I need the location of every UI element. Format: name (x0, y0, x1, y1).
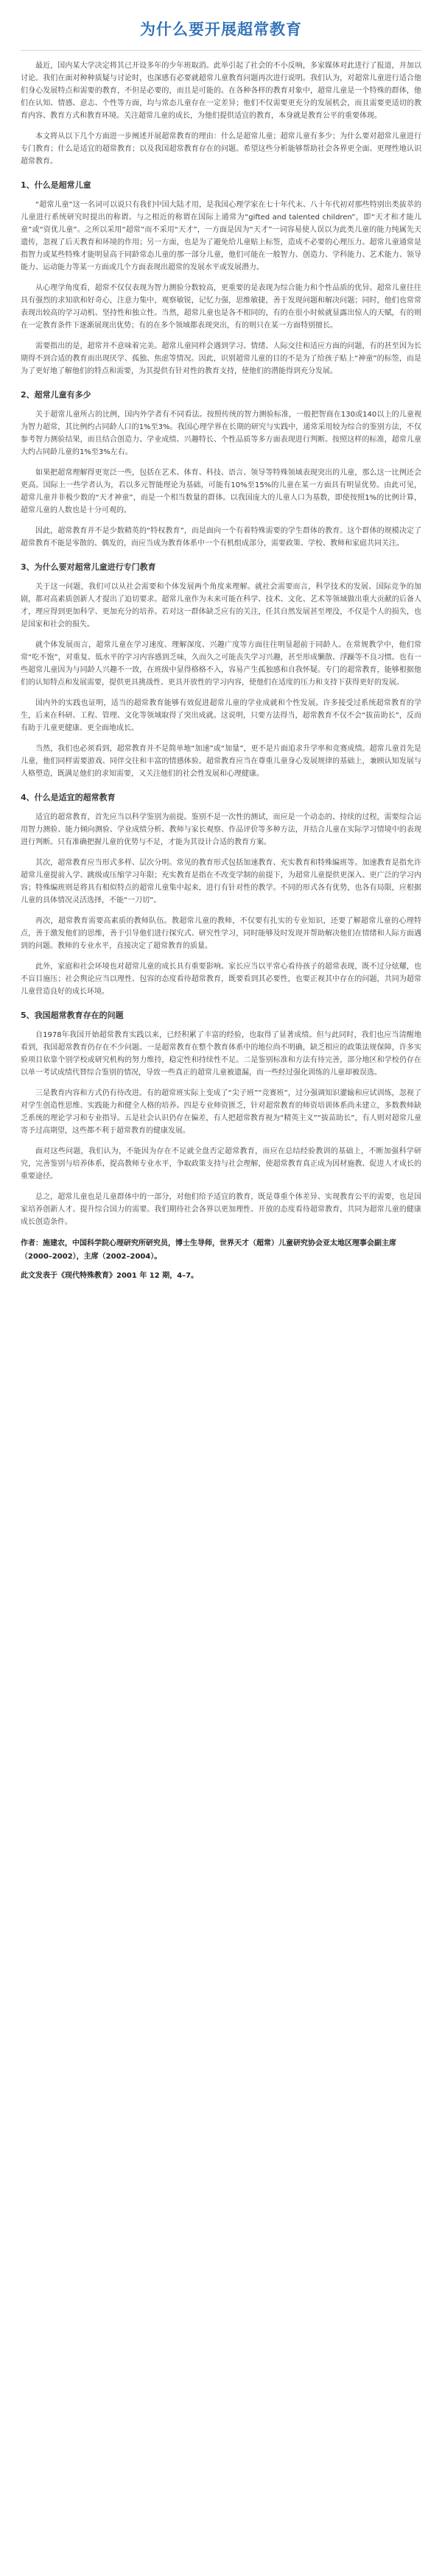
author-note: 作者：施建农，中国科学院心理研究所研究员，博士生导师，世界天才（超常）儿童研究协会亚太地区理事会副主席（2000–2002），主席（2002–2004）。 (21, 1239, 396, 1261)
section-5-paragraph-0: 自1978年我国开始超常教育实践以来，已经积累了丰富的经验，也取得了显著成绩。但与此同时，我们也应当清醒地看到，我国超常教育仍存在不少问题。一是超常教育在整个教育体系中的地位尚不明确，缺乏相应的政策法规保障，许多实验项目依靠个别学校或研究机构的努力维持，稳定性和持续性不足。二是鉴别标准和方法有待完善，部分地区和学校仍存在以单一考试成绩代替综合鉴别的情况，导致一些真正的超常儿童被遗漏，而一些经过强化训练的儿童却被误选。 (21, 1031, 421, 1077)
section-heading-2: 2、超常儿童有多少 (21, 390, 91, 400)
section-heading-1: 1、什么是超常儿童 (21, 180, 91, 190)
article-title: 为什么要开展超常教育 (140, 21, 302, 38)
source-note: 此文发表于《现代特殊教育》2001 年 12 期，4–7。 (21, 1272, 199, 1280)
section-0-paragraph-0: 最近，国内某大学决定将其已开设多年的少年班取消。此举引起了社会的不小反响，多家媒体对此进行了报道，并加以讨论。我们在面对种种质疑与讨论时，也深感有必要就超常儿童教育问题再次进行说明。我们认为，对超常儿童进行适合他们身心发展特点和需要的教育，不但是必要的，而且是可能的。在各种各样的教育对象中，超常儿童是一个特殊的群体，他们在认知、情感、意志、个性等方面，均与常态儿童存在一定差异；他们不仅需要更充分的发展机会，而且需要更适切的教育内容、教育方式和教育环境。关注超常儿童的成长，为他们提供适宜的教育，本身就是教育公平的重要体现。 (21, 62, 421, 120)
section-3-paragraph-0: 关于这一问题，我们可以从社会需要和个体发展两个角度来理解。就社会需要而言，科学技术的发展、国际竞争的加剧，都对高素质创新人才提出了迫切要求。超常儿童作为未来可能在科学、技术、文化、艺术等领域做出重大贡献的后备人才，理应得到更加科学、更加充分的培养。若对这一群体缺乏应有的关注，任其自然发展甚至埋没，不仅是个人的损失，也是国家和社会的损失。 (21, 583, 421, 629)
section-4-paragraph-1: 其次，超常教育应当形式多样、层次分明。常见的教育形式包括加速教育、充实教育和特殊编班等。加速教育是指允许超常儿童提前入学、跳级或压缩学习年限；充实教育是指在不改变学制的前提下，为超常儿童提供更深入、更广泛的学习内容；特殊编班则是将具有相似特点的超常儿童集中起来，进行有针对性的教学。不同的形式各有优势，也各有局限，应根据儿童的具体情况灵活选择，不能“一刀切”。 (21, 859, 421, 905)
section-4-paragraph-0: 适宜的超常教育，首先应当以科学鉴别为前提。鉴别不是一次性的测试，而应是一个动态的、持续的过程，需要综合运用智力测验、能力倾向测验、学业成绩分析、教师与家长观察、作品评价等多种方法，并结合儿童在实际学习情境中的表现进行判断。只有准确把握儿童的优势与不足，才能为其设计合适的教育方案。 (21, 813, 421, 846)
section-5-paragraph-2: 面对这些问题，我们认为，不能因为存在不足就全盘否定超常教育，而应在总结经验教训的基础上，不断加强科学研究，完善鉴别与培养体系，提高教师专业水平，争取政策支持与社会理解，使超常教育真正成为因材施教、促进人才成长的重要途径。 (21, 1147, 421, 1181)
section-heading-5: 5、我国超常教育存在的问题 (21, 1011, 124, 1020)
section-4-paragraph-2: 再次，超常教育需要高素质的教师队伍。教超常儿童的教师，不仅要有扎实的专业知识，还要了解超常儿童的心理特点，善于激发他们的思维，善于引导他们进行探究式、研究性学习，同时能够及时发现并帮助解决他们在情绪和人际方面遇到的问题。教师的专业水平，直接决定了超常教育的质量。 (21, 917, 421, 950)
section-5-paragraph-3: 总之，超常儿童也是儿童群体中的一部分，对他们给予适宜的教育，既是尊重个体差异、实现教育公平的需要，也是国家培养创新人才、提升综合国力的需要。我们期待社会各界以更加理性、开放的态度看待超常教育，共同为超常儿童的健康成长创造条件。 (21, 1193, 421, 1226)
section-2-paragraph-2: 因此，超常教育并不是少数精英的“特权教育”，而是面向一个有着特殊需要的学生群体的教育。这个群体的规模决定了超常教育不能是零散的、偶发的，而应当成为教育体系中一个有机组成部分，需要政策、学校、教师和家庭共同关注。 (21, 527, 421, 548)
section-3-paragraph-3: 当然，我们也必须看到，超常教育并不是简单地“加速”或“加量”，更不是片面追求升学率和竞赛成绩。超常儿童首先是儿童，他们同样需要游戏、同伴交往和丰富的情感体验。超常教育应当在尊重儿童身心发展规律的基础上，兼顾认知发展与人格塑造，既满足他们的求知需要，又关注他们的社会性发展和心理健康。 (21, 745, 421, 778)
section-1-paragraph-1: 从心理学角度看，超常不仅仅表现为智力测验分数较高，更重要的是表现为综合能力和个性品质的优异。超常儿童往往具有强烈的求知欲和好奇心，注意力集中，观察敏锐，记忆力强，思维敏捷，善于发现问题和解决问题；同时，他们也常常表现出较高的学习动机、坚持性和独立性。当然，超常儿童也是各不相同的，有的在很小时候就显露出惊人的天赋，有的则在一定教育条件下逐渐展现出优势；有的在多个领域都表现突出，有的则只在某一方面特别擅长。 (21, 284, 421, 330)
section-3-paragraph-2: 国内外的实践也证明，适当的超常教育能够有效促进超常儿童的学业成就和个性发展。许多接受过系统超常教育的学生，后来在科研、工程、管理、文化等领域取得了突出成就。这说明，只要方法得当，超常教育不仅不会“拔苗助长”，反而有助于儿童更健康、更全面地成长。 (21, 699, 421, 732)
section-heading-4: 4、什么是适宜的超常教育 (21, 793, 116, 802)
section-1-paragraph-0: “超常儿童”这一名词可以说只有我们中国大陆才用，是我国心理学家在七十年代末、八十年代初对那些特别出类拔萃的儿童进行系统研究时提出的称谓。与之相近的称谓在国际上通常为“gifted and talented children”，即“天才和才能儿童”或“资优儿童”。之所以采用“超常”而不采用“天才”，一方面是因为“天才”一词容易使人误以为此类儿童的能力纯属先天遗传，忽视了后天教育和环境的作用；另一方面，也是为了避免给儿童贴上标签，造成不必要的心理压力。超常儿童通常是指智力或某些特殊才能明显高于同龄常态儿童的那一部分儿童，他们可能在一般智力、创造力、学科能力、艺术能力、领导能力、运动能力等某一方面或几个方面表现出超常的发展水平或发展潜力。 (21, 201, 421, 272)
section-2-paragraph-0: 关于超常儿童所占的比例，国内外学者有不同看法。按照传统的智力测验标准，一般把智商在130或140以上的儿童视为智力超常，其比例约占同龄人口的1%至3%。我国心理学界在长期的研究与实践中，通常采用较为综合的鉴别方法，不仅参考智力测验结果，而且结合创造力、学业成绩、兴趣特长、个性品质等多方面表现进行判断。按照这样的标准，超常儿童大约占同龄儿童的1%至3%左右。 (21, 411, 421, 456)
section-4-paragraph-3: 此外，家庭和社会环境也对超常儿童的成长具有重要影响。家长应当以平常心看待孩子的超常表现，既不过分炫耀，也不盲目施压；社会舆论应当以理性、包容的态度看待超常教育，既要看到其必要性，也要正视其中存在的问题，共同为超常儿童营造良好的成长环境。 (21, 963, 421, 996)
section-3-paragraph-1: 就个体发展而言，超常儿童在学习速度、理解深度、兴趣广度等方面往往明显超前于同龄人。在常规教学中，他们常常“吃不饱”，对重复、低水平的学习内容感到乏味，久而久之可能丧失学习兴趣，甚至形成懒散、浮躁等不良习惯。也有一些超常儿童因为与同龄人兴趣不一致，在班级中显得格格不入，容易产生孤独感和自我怀疑。专门的超常教育，能够根据他们的认知特点和发展需要，提供更具挑战性、更具开放性的学习内容，使他们在适度的压力和支持下获得更好的发展。 (21, 641, 421, 687)
section-2-paragraph-1: 如果把超常理解得更宽泛一些，包括在艺术、体育、科技、语言、领导等特殊领域表现突出的儿童，那么这一比例还会更高。国际上一些学者认为，若以多元智能理论为基础，可能有10%至15%的儿童在某一方面具有明显优势。由此可见，超常儿童并非极少数的“天才神童”，而是一个相当数量的群体。以我国庞大的儿童人口为基数，即使按照1%的比例计算，超常儿童的人数也是十分可观的。 (21, 469, 421, 514)
section-heading-3: 3、为什么要对超常儿童进行专门教育 (21, 562, 156, 572)
title-divider (21, 50, 421, 51)
section-5-paragraph-1: 三是教育内容和方式仍有待改进。有的超常班实际上变成了“尖子班”“竞赛班”，过分强调知识灌输和应试训练，忽视了对学生创造性思维、实践能力和健全人格的培养。四是专业师资匮乏，针对超常教育的师资培训体系尚未建立，多数教师缺乏系统的理论学习和专业指导。五是社会认识仍存在偏差，有人把超常教育视为“精英主义”“拔苗助长”，有人则对超常儿童寄予过高期望，这些都不利于超常教育的健康发展。 (21, 1089, 421, 1135)
article-content (21, 60, 421, 1228)
section-1-paragraph-2: 需要指出的是，超常并不意味着完美。超常儿童同样会遇到学习、情绪、人际交往和适应方面的问题，有的甚至因为长期得不到合适的教育而出现厌学、孤独、焦虑等情况。因此，识别超常儿童的目的不是为了给孩子贴上“神童”的标签，而是为了更好地了解他们的特点和需要，为其提供有针对性的教育支持，使他们的潜能得到充分发展。 (21, 342, 421, 375)
section-0-paragraph-1: 本文将从以下几个方面进一步阐述开展超常教育的理由：什么是超常儿童；超常儿童有多少；为什么要对超常儿童进行专门教育；什么是适宜的超常教育；以及我国超常教育存在的问题。希望这些分析能够帮助社会各界更全面、更理性地认识超常教育。 (21, 132, 421, 166)
